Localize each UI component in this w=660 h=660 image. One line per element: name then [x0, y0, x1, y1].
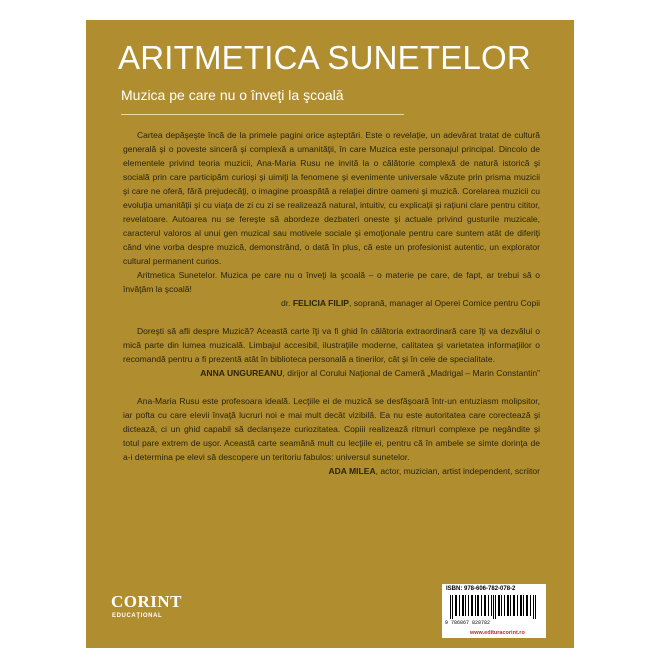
reviewer-name: ANNA UNGUREANU [200, 368, 283, 378]
signature-prefix: dr. [280, 298, 293, 308]
reviewer-name: FELICIA FILIP [292, 298, 350, 308]
review-1-paragraph: Cartea depăşeşte încă de la primele pagini orice aşteptări. Este o revelaţie, un adevărat tratat de cultură generală şi o poveste sinceră şi complexă a umanităţii, în care Muzica este personajul principal. Dincolo de elementele privind teoria muzicii, Ana-Maria Rusu ne invită la o călătorie complexă de natură istorică şi socială prin care participăm curioşi şi uimiţi la fenomene şi evenimente universale văzute prin prisma muzicii şi care ne oferă, fără prejudecăţi, o imagine proaspătă a relaţiei dintre oameni şi muzică. Corelarea muzicii cu evoluţia umanităţii şi cu viaţa de zi cu zi se realizează natural, intuitiv, cu explicaţii şi raţiuni clare pentru cititor, revelatoare. Autoarea nu se fereşte să abordeze dezbateri oneste şi actuale privind gusturile muzicale, caracterul valoros al unui gen muzical sau motivele sociale şi emoţionale pentru care suntem atât de diferiţi când vine vorba despre muzică, demonstrând, o dată în plus, că este un profesionist autentic, un explorator cultural permanent curios. [123, 130, 540, 266]
reviewer-role: , dirijor al Corului Naţional de Cameră „Madrigal – Marin Constantin” [282, 368, 540, 378]
reviewer-role: , actor, muzician, artist independent, scriitor [375, 466, 540, 476]
reviewer-role: , soprană, manager al Operei Comice pentru Copii [349, 298, 540, 308]
publisher-logo [111, 588, 183, 628]
book-title: ARITMETICA SUNETELOR [118, 39, 531, 76]
barcode-label [442, 584, 546, 638]
publisher-logo-subtext: EDUCAŢIONAL [112, 613, 163, 619]
review-2-signature [123, 366, 540, 380]
review-2-paragraph: Doreşti să afli despre Muzică? Această carte îţi va fi ghid în călătoria extraordinară care îţi va dezvălui o mică parte din lumea muzicală. Limbajul accesibil, ilustraţiile moderne, calitatea şi varietatea informaţiilor o recomandă pentru a fi prezentă atât în biblioteca personală a tinerilor, cât şi în cele de specialitate. [123, 326, 540, 364]
publisher-logo-text: CORINT [111, 592, 183, 611]
reviewer-name: ADA MILEA [328, 466, 376, 476]
publisher-website: www.edituracorint.ro [470, 630, 525, 636]
review-1-closing: Aritmetica Sunetelor. Muzica pe care nu o înveţi la şcoală – o materie pe care, de fapt, ar trebui să o învăţăm la şcoală! [123, 270, 540, 294]
barcode-icon [450, 595, 538, 619]
review-3-paragraph: Ana-Maria Rusu este profesoara ideală. Lecţiile ei de muzică se desfăşoară într-un entuziasm molipsitor, iar pofta cu care elevii învaţă lucruri noi e mai mult decât vizibilă. Ea nu este autoritatea care corectează şi dictează, ci un ghid capabil să declanşeze curiozitatea. Copiii realizează ritmuri complexe pe negândite şi totul pare extrem de uşor. Această carte seamănă mult cu lecţiile ei, pentru că în ambele se simte dorinţa de a-i determina pe elevi să descopere un teritoriu fabulos: universul sunetelor. [123, 396, 540, 462]
review-1-signature [123, 296, 540, 310]
isbn-text: ISBN: 978-606-782-078-2 [446, 586, 516, 592]
book-subtitle: Muzica pe care nu o înveţi la şcoală [121, 87, 344, 103]
divider [121, 114, 404, 115]
reviews-text [123, 128, 540, 478]
book-back-cover [86, 20, 574, 648]
barcode-digits: 9 786067 820782 [445, 620, 491, 626]
review-3-signature [123, 464, 540, 478]
